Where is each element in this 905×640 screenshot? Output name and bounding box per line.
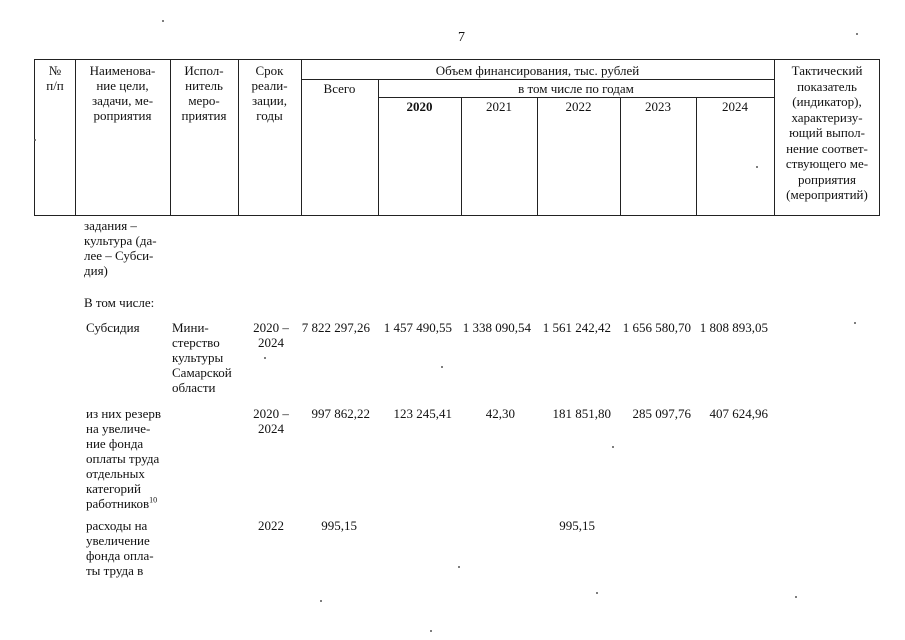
subsidy-total: 7 822 297,26 [301, 320, 370, 335]
subsidy-2023: 1 656 580,70 [622, 320, 691, 335]
subsidy-executor: Мини- стерство культуры Самарской области [172, 320, 232, 395]
header-total: Всего [323, 81, 356, 96]
header-year-2020: 2020 [406, 99, 433, 114]
page-number: 7 [458, 30, 465, 45]
reserve-name-text: из них резерв на увеличе- ние фонда оплаты труда отдельных категорий работников [86, 406, 161, 511]
scan-speck [795, 596, 797, 598]
scan-speck [756, 166, 758, 168]
expenses-term: 2022 [258, 518, 284, 533]
reserve-2023: 285 097,76 [632, 406, 691, 421]
subsidy-2022: 1 561 242,42 [542, 320, 611, 335]
subsidy-2024: 1 808 893,05 [699, 320, 768, 335]
scan-speck [441, 366, 443, 368]
reserve-2024: 407 624,96 [709, 406, 768, 421]
scan-speck [458, 566, 460, 568]
scan-speck [320, 600, 322, 602]
expenses-2022: 995,15 [559, 518, 595, 533]
scan-speck [596, 592, 598, 594]
header-executor: Испол- нитель меро- приятия [181, 63, 227, 123]
reserve-name [86, 406, 161, 511]
header-name: Наименова- ние цели, задачи, ме- роприятия [89, 63, 156, 123]
reserve-2022: 181 851,80 [552, 406, 611, 421]
subsidy-2020: 1 457 490,55 [383, 320, 452, 335]
expenses-total: 995,15 [321, 518, 357, 533]
header-year-2021: 2021 [486, 99, 512, 114]
scan-speck [612, 446, 614, 448]
reserve-total: 997 862,22 [311, 406, 370, 421]
reserve-2020: 123 245,41 [393, 406, 452, 421]
table-header [34, 59, 880, 216]
reserve-footnote: 10 [149, 495, 158, 505]
header-financing: Объем финансирования, тыс. рублей [435, 63, 640, 78]
continuation-text: задания – культура (да- лее – Субси- дия) [84, 218, 157, 278]
scan-speck [264, 357, 266, 359]
header-by-years: в том числе по годам [518, 81, 634, 96]
header-year-2024: 2024 [722, 99, 748, 114]
expenses-name: расходы на увеличение фонда опла- ты труда в [86, 518, 154, 578]
scan-speck [162, 20, 164, 22]
reserve-term: 2020 – 2024 [253, 406, 289, 436]
header-no: № п/п [46, 63, 64, 93]
subsidy-name: Субсидия [86, 320, 140, 335]
reserve-2021: 42,30 [485, 406, 515, 421]
subsidy-term: 2020 – 2024 [253, 320, 289, 350]
header-term: Срок реали- зации, годы [251, 63, 288, 123]
header-year-2023: 2023 [645, 99, 671, 114]
scan-speck [856, 33, 858, 35]
header-indicator: Тактический показатель (индикатор), характеризу- ющий выпол- нение соответ- ствующего ме- роприятия (мероприятий) [785, 63, 869, 202]
scan-speck [34, 139, 36, 141]
scan-speck [854, 322, 856, 324]
subsidy-2021: 1 338 090,54 [462, 320, 531, 335]
including-label: В том числе: [84, 295, 155, 310]
header-year-2022: 2022 [565, 99, 592, 114]
scan-speck [430, 630, 432, 632]
